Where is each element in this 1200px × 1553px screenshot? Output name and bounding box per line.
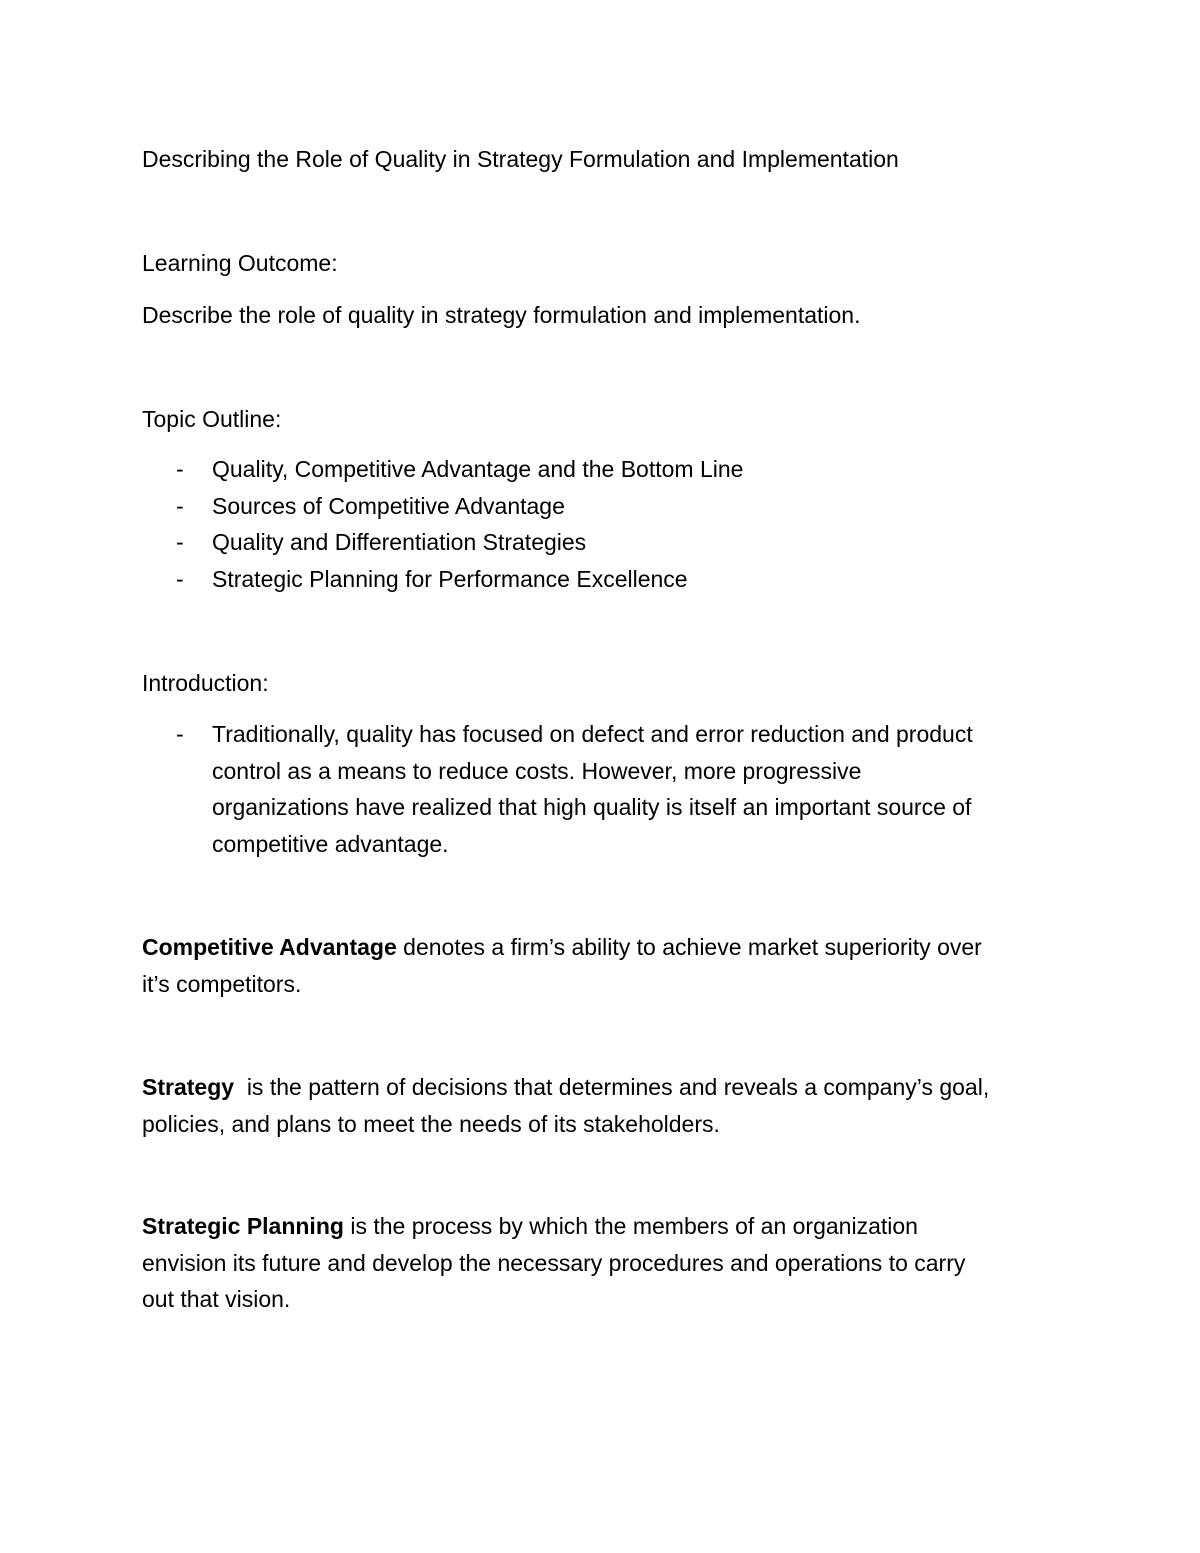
introduction-line: control as a means to reduce costs. However, more progressive	[212, 757, 862, 784]
topic-outline-item-text: Quality and Differentiation Strategies	[212, 529, 587, 555]
topic-outline-heading: Topic Outline:	[142, 406, 282, 432]
topic-outline-item-text: Strategic Planning for Performance Excellence	[212, 566, 688, 592]
introduction-heading: Introduction:	[142, 670, 269, 696]
definition-text: is the process by which the members of an organization	[343, 1213, 918, 1239]
definition-text: denotes a firm’s ability to achieve market superiority over	[396, 934, 982, 960]
bullet-dash: -	[176, 493, 184, 519]
definition-term: Competitive Advantage	[142, 934, 397, 960]
introduction-line: Traditionally, quality has focused on defect and error reduction and product	[212, 721, 973, 747]
definition-competitive-advantage	[142, 929, 1072, 1002]
bullet-dash: -	[176, 721, 184, 747]
introduction-line: organizations have realized that high quality is itself an important source of	[212, 794, 972, 820]
definition-line	[142, 1208, 1072, 1245]
definition-term: Strategy	[142, 1074, 235, 1100]
bullet-dash: -	[176, 529, 184, 555]
document-title: Describing the Role of Quality in Strategy Formulation and Implementation	[142, 146, 899, 172]
definition-line	[142, 929, 1072, 966]
definition-strategy	[142, 1069, 1072, 1142]
definition-text: is the pattern of decisions that determines and reveals a company’s goal,	[234, 1074, 990, 1100]
learning-outcome-heading: Learning Outcome:	[142, 250, 338, 276]
definition-line: it’s competitors.	[142, 970, 302, 997]
definition-line: policies, and plans to meet the needs of its stakeholders.	[142, 1110, 720, 1137]
definition-line	[142, 1069, 1072, 1106]
bullet-dash: -	[176, 456, 184, 482]
definition-strategic-planning	[142, 1208, 1072, 1318]
bullet-dash: -	[176, 566, 184, 592]
definition-line: envision its future and develop the necessary procedures and operations to carry	[142, 1249, 966, 1276]
topic-outline-item-text: Sources of Competitive Advantage	[212, 493, 565, 519]
definition-term: Strategic Planning	[142, 1213, 344, 1239]
introduction-item-text	[212, 716, 1092, 862]
definition-line: out that vision.	[142, 1286, 291, 1312]
topic-outline-item-text: Quality, Competitive Advantage and the Bottom Line	[212, 456, 744, 482]
learning-outcome-text: Describe the role of quality in strategy formulation and implementation.	[142, 302, 861, 328]
introduction-line: competitive advantage.	[212, 830, 449, 857]
